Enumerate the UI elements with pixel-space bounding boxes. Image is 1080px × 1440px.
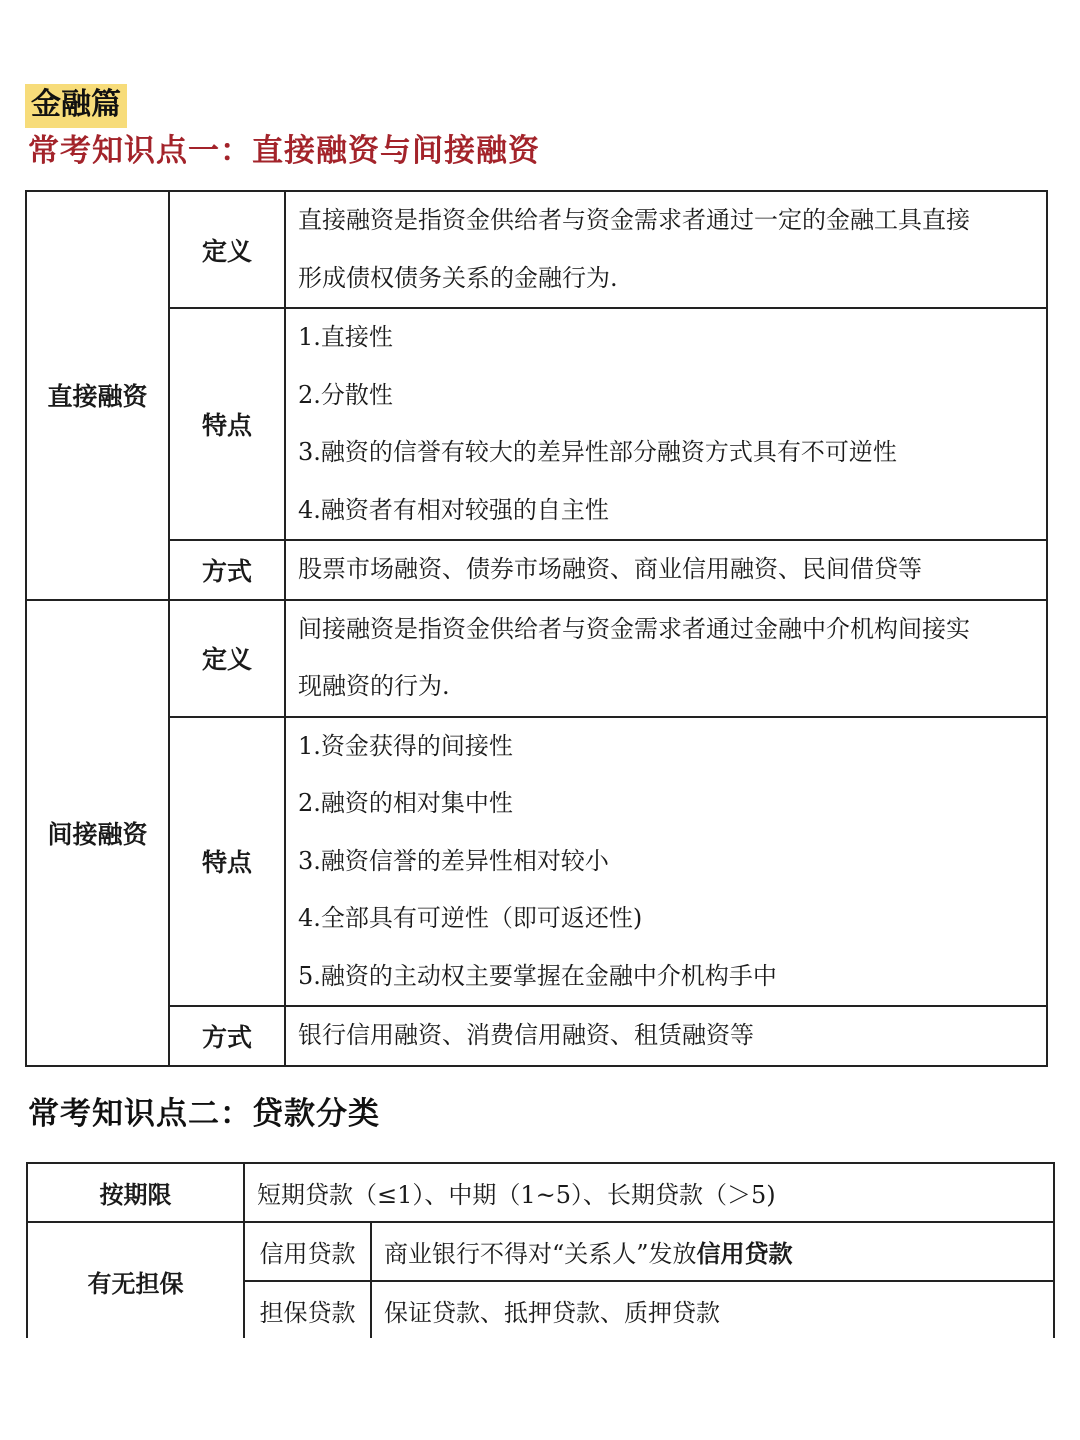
term-text: 短期贷款（≤1）、中期（1~5）、长期贷款（＞5) (244, 1163, 1054, 1222)
list-item: 5.融资的主动权主要掌握在金融中介机构手中 (298, 961, 777, 990)
table-row (27, 1163, 1054, 1222)
features-list (285, 308, 1047, 540)
table-row (27, 1222, 1054, 1281)
indirect-financing-label: 间接融资 (26, 600, 169, 1066)
loan-classification-table (26, 1162, 1055, 1341)
section1-title: 常考知识点一：直接融资与间接融资 (28, 133, 540, 169)
features-label: 特点 (169, 717, 285, 1007)
methods-text: 银行信用融资、消费信用融资、租赁融资等 (285, 1006, 1047, 1066)
direct-financing-label: 直接融资 (26, 191, 169, 600)
category-tag: 金融篇 (25, 84, 127, 128)
list-item: 3.融资信誉的差异性相对较小 (298, 846, 609, 875)
list-item: 2.分散性 (298, 380, 393, 409)
features-list (285, 717, 1047, 1007)
term-label: 按期限 (27, 1163, 244, 1222)
definition-label: 定义 (169, 600, 285, 717)
list-item: 4.融资者有相对较强的自主性 (298, 495, 609, 524)
credit-loan-label: 信用贷款 (244, 1222, 371, 1281)
list-item: 2.融资的相对集中性 (298, 789, 513, 817)
section2-title: 常考知识点二：贷款分类 (28, 1096, 380, 1132)
list-item: 4.全部具有可逆性（即可返还性) (298, 904, 643, 932)
list-item: 1.资金获得的间接性 (298, 731, 513, 760)
definition-label: 定义 (169, 191, 285, 308)
list-item: 1.直接性 (298, 323, 393, 351)
table-row (26, 191, 1047, 308)
credit-loan-text: 商业银行不得对“关系人”发放信用贷款 (371, 1222, 1054, 1281)
table-row (26, 308, 1047, 540)
secured-loan-text: 保证贷款、抵押贷款、质押贷款 (371, 1281, 1054, 1340)
methods-label: 方式 (169, 540, 285, 600)
table-row (26, 540, 1047, 600)
collateral-label: 有无担保 (27, 1222, 244, 1340)
table-row (26, 600, 1047, 717)
secured-loan-label: 担保贷款 (244, 1281, 371, 1340)
methods-label: 方式 (169, 1006, 285, 1066)
page-bottom-whitespace (0, 1338, 1080, 1440)
table-row (26, 717, 1047, 1007)
definition-text: 直接融资是指资金供给者与资金需求者通过一定的金融工具直接 形成债权债务关系的金融行为. (285, 191, 1047, 308)
features-label: 特点 (169, 308, 285, 540)
table-row (26, 1006, 1047, 1066)
definition-text: 间接融资是指资金供给者与资金需求者通过金融中介机构间接实 现融资的行为. (285, 600, 1047, 717)
financing-table (25, 190, 1048, 1067)
list-item: 3.融资的信誉有较大的差异性部分融资方式具有不可逆性 (298, 438, 897, 466)
methods-text: 股票市场融资、债券市场融资、商业信用融资、民间借贷等 (285, 540, 1047, 600)
